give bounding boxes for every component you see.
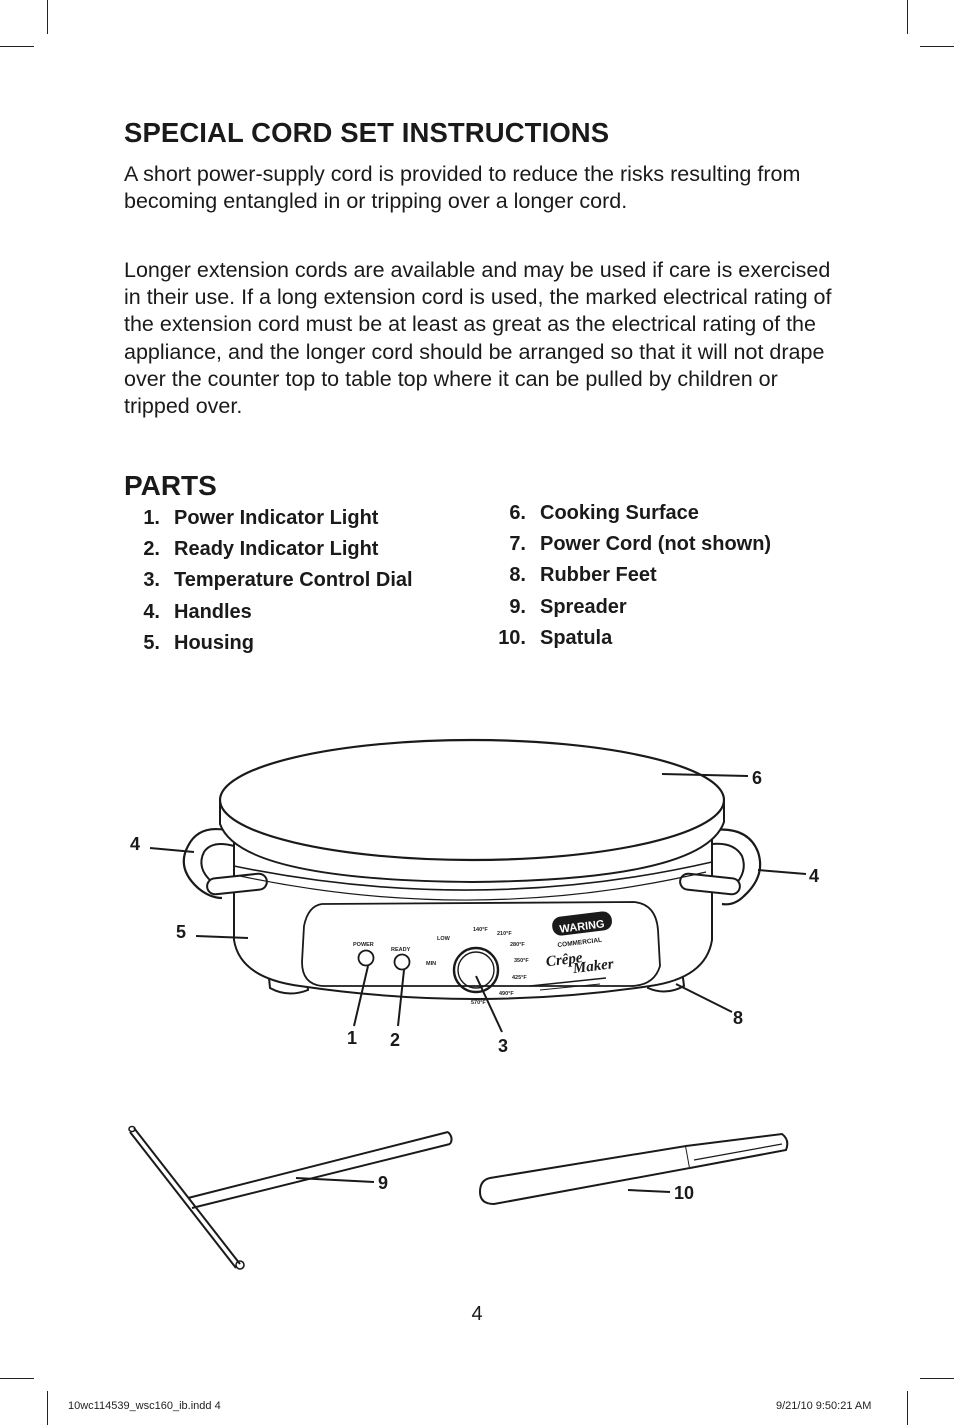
- spreader: [129, 1127, 452, 1270]
- list-item: 10. Spatula: [498, 626, 613, 649]
- callout-1: 1: [347, 1028, 358, 1048]
- low-label: LOW: [437, 936, 450, 942]
- callout-2: 2: [390, 1030, 401, 1050]
- min-label: MIN: [426, 961, 437, 967]
- callout-8: 8: [733, 1008, 744, 1028]
- slug-timestamp: 9/21/10 9:50:21 AM: [776, 1400, 872, 1412]
- temp-label: 350°F: [514, 958, 529, 964]
- temp-label: 140°F: [473, 927, 488, 933]
- svg-text:Maker: Maker: [572, 956, 615, 978]
- svg-text:WARING: WARING: [558, 918, 606, 936]
- temp-label: 425°F: [512, 975, 527, 981]
- callout-5: 5: [176, 922, 187, 942]
- svg-text:Crêpe: Crêpe: [545, 949, 584, 971]
- list-item: 3. Temperature Control Dial: [143, 569, 413, 592]
- callout-3: 3: [498, 1036, 509, 1056]
- list-item: 9. Spreader: [509, 595, 627, 618]
- list-item: 2. Ready Indicator Light: [143, 538, 379, 561]
- page-number: 4: [471, 1303, 483, 1325]
- ready-label: READY: [391, 947, 411, 953]
- cord-paragraph-2: Longer extension cords are available and may be used if care is exercised in their use. If a long extension cord is used, the marked electrical rating of the extension cord must be at least as great as the electrical rating of the appliance, and the longer cord should be arranged so that it will not drape over the counter top to table top where it can be pulled by children or tripped over.: [124, 258, 832, 419]
- callout-4-right: 4: [809, 866, 820, 886]
- list-item: 1. Power Indicator Light: [143, 507, 379, 529]
- cooking-surface: [220, 740, 724, 860]
- list-item: 5. Housing: [143, 631, 254, 654]
- slug-file-info: 10wc114539_wsc160_ib.indd 4: [68, 1400, 221, 1412]
- callout-10: 10: [674, 1183, 695, 1203]
- callout-6: 6: [752, 768, 763, 788]
- svg-text:COMMERCIAL: COMMERCIAL: [557, 936, 603, 950]
- spatula: [480, 1134, 787, 1204]
- list-item: 7. Power Cord (not shown): [509, 533, 772, 556]
- list-item: 6. Cooking Surface: [509, 502, 699, 524]
- temp-label: 210°F: [497, 931, 512, 937]
- callout-9: 9: [378, 1173, 389, 1193]
- list-item: 4. Handles: [143, 600, 252, 623]
- power-label: POWER: [353, 942, 374, 948]
- temp-label: 490°F: [499, 991, 514, 997]
- cord-paragraph-1: A short power-supply cord is provided to reduce the risks resulting from becoming entangled in or tripping over a longer cord.: [124, 162, 801, 214]
- callout-4-left: 4: [130, 834, 141, 854]
- list-item: 8. Rubber Feet: [509, 564, 657, 587]
- parts-heading: PARTS: [124, 470, 217, 501]
- section-heading: SPECIAL CORD SET INSTRUCTIONS: [124, 117, 610, 148]
- temp-label: 570°F: [471, 1000, 486, 1006]
- temp-label: 280°F: [510, 942, 525, 948]
